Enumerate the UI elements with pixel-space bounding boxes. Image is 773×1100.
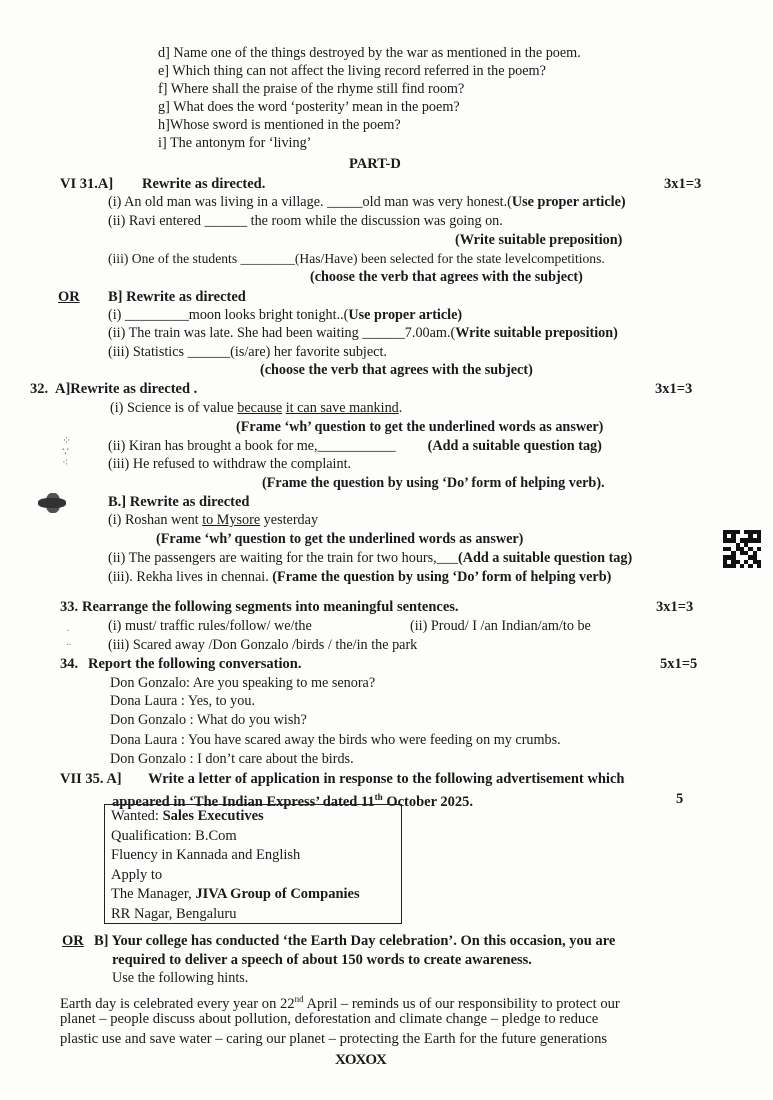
ad-role: Sales Executives xyxy=(162,808,264,824)
q32b-heading: B.] Rewrite as directed xyxy=(108,494,250,510)
q34-heading: Report the following conversation. xyxy=(88,656,302,672)
q32-i-underline-1: because xyxy=(237,400,283,416)
q35-heading-2-text: appeared in ‘The Indian Express’ dated 11 xyxy=(112,793,375,810)
q31-i-instruction: Use proper article) xyxy=(511,194,626,210)
q35-heading-2-tail: October 2025. xyxy=(382,793,474,810)
q31-ii: (ii) Ravi entered ______ the room while the discussion was going on. xyxy=(108,213,503,229)
q32-i-instruction: (Frame ‘wh’ question to get the underlined words as answer) xyxy=(236,419,604,435)
q31b-i-instruction: Use proper article) xyxy=(348,307,463,323)
q33-heading: Rearrange the following segments into meaningful sentences. xyxy=(82,599,459,615)
ad-fluency: Fluency in Kannada and English xyxy=(111,847,301,863)
q31-i xyxy=(108,193,626,211)
q32b-ii xyxy=(108,549,632,567)
q31b-ii-instruction: Write suitable preposition) xyxy=(455,325,618,341)
q31-iii-instruction: (choose the verb that agrees with the subject) xyxy=(310,269,583,285)
hint-line-1-sup: nd xyxy=(294,994,304,1004)
ad-manager-label: The Manager, xyxy=(111,886,196,902)
q32b-ii-text: (ii) The passengers are waiting for the train for two hours,___ xyxy=(108,550,458,566)
q32-ii xyxy=(108,437,602,455)
q32-heading: A]Rewrite as directed . xyxy=(55,381,198,397)
ad-apply: Apply to xyxy=(111,866,163,883)
hint-line-2: planet – people discuss about pollution, deforestation and climate change – pledge to reduce xyxy=(60,1011,599,1027)
q35b-line-1: B] Your college has conducted ‘the Earth Day celebration’. On this occasion, you are xyxy=(94,933,616,949)
q33-number: 33. xyxy=(60,599,79,615)
q31b-i xyxy=(108,306,462,324)
ad-wanted-label: Wanted: xyxy=(111,808,163,824)
hint-line-1-post: April – reminds us of our responsibility to protect our xyxy=(303,995,620,1012)
q35-heading-2-sup: th xyxy=(374,792,383,802)
q33-iii: (iii) Scared away /Don Gonzalo /birds / the/in the park xyxy=(108,637,418,653)
q31-ii-instruction: (Write suitable preposition) xyxy=(455,232,623,248)
q35b-hints-label: Use the following hints. xyxy=(112,970,249,986)
conversation-line: Dona Laura : You have scared away the birds who were feeding on my crumbs. xyxy=(110,732,561,748)
q31b-ii-text: (ii) The train was late. She had been waiting ______7.00am.( xyxy=(108,325,456,341)
q31-number: VI 31.A] xyxy=(60,176,114,192)
end-mark: XOXOX xyxy=(335,1052,386,1068)
conversation-line: Don Gonzalo : What do you wish? xyxy=(110,712,307,728)
q31b-heading: B] Rewrite as directed xyxy=(108,289,246,305)
q35b-line-2: required to deliver a speech of about 150 words to create awareness. xyxy=(112,952,532,968)
q32-iii-instruction: (Frame the question by using ‘Do’ form of helping verb). xyxy=(262,475,605,491)
part-title: PART-D xyxy=(349,156,401,172)
ad-wanted xyxy=(111,807,401,827)
q31b-iii-instruction: (choose the verb that agrees with the subject) xyxy=(260,362,533,378)
q34-marks: 5x1=5 xyxy=(660,656,698,672)
q34-number: 34. xyxy=(60,656,79,672)
poem-question-f: f] Where shall the praise of the rhyme still find room? xyxy=(158,81,465,97)
poem-question-i: i] The antonym for ‘living’ xyxy=(158,135,312,151)
q31-iii: (iii) One of the students ________(Has/Have) been selected for the state levelcompetitions. xyxy=(108,251,605,266)
q31-i-text: (i) An old man was living in a village. _____old man was very honest.( xyxy=(108,194,512,210)
q32-ii-instruction: (Add a suitable question tag) xyxy=(427,438,602,454)
q32-i-post: . xyxy=(398,400,403,416)
q31b-iii: (iii) Statistics ______(is/are) her favorite subject. xyxy=(108,344,387,360)
q32b-i-underline: to Mysore xyxy=(202,512,261,528)
qr-code-icon xyxy=(723,530,761,568)
q32b-iii-text: (iii). Rekha lives in chennai. xyxy=(108,569,273,585)
q32-i xyxy=(110,399,402,417)
q32b-i-pre: (i) Roshan went xyxy=(108,512,203,528)
poem-question-g: g] What does the word ‘posterity’ mean in the poem? xyxy=(158,99,460,115)
q31b-or: OR xyxy=(58,289,80,305)
poem-question-d: d] Name one of the things destroyed by the war as mentioned in the poem. xyxy=(158,45,581,61)
conversation-line: Dona Laura : Yes, to you. xyxy=(110,693,256,709)
q32-i-underline-2: it can save mankind xyxy=(285,400,399,416)
hint-line-3: plastic use and save water – caring our planet – protecting the Earth for the future generations xyxy=(60,1031,608,1047)
q32-i-pre: (i) Science is of value xyxy=(110,400,238,416)
q31b-i-text: (i) _________moon looks bright tonight..( xyxy=(108,307,349,323)
q32-iii: (iii) He refused to withdraw the complaint. xyxy=(108,456,352,472)
poem-question-h: h]Whose sword is mentioned in the poem? xyxy=(158,117,401,133)
advertisement-box xyxy=(104,804,402,924)
q32b-iii-instruction: (Frame the question by using ‘Do’ form of helping verb) xyxy=(272,569,612,585)
q32b-i-post: yesterday xyxy=(260,512,319,528)
q31-marks: 3x1=3 xyxy=(664,176,702,192)
q32-marks: 3x1=3 xyxy=(655,381,693,397)
conversation-line: Don Gonzalo: Are you speaking to me senora? xyxy=(110,675,376,691)
q32b-i xyxy=(108,511,318,529)
q35-heading-1: Write a letter of application in response to the following advertisement which xyxy=(148,771,625,787)
ad-address: RR Nagar, Bengaluru xyxy=(111,905,237,922)
q32-ii-text: (ii) Kiran has brought a book for me,___________ xyxy=(108,438,396,454)
ad-qualification: Qualification: B.Com xyxy=(111,827,237,844)
hint-line-1-pre: Earth day is celebrated every year on 22 xyxy=(60,995,295,1012)
q31b-ii xyxy=(108,324,618,342)
conversation-line: Don Gonzalo : I don’t care about the birds. xyxy=(110,751,354,767)
q35-number: VII 35. A] xyxy=(60,771,122,787)
q32b-i-instruction: (Frame ‘wh’ question to get the underlined words as answer) xyxy=(156,531,524,547)
q33-i: (i) must/ traffic rules/follow/ we/the xyxy=(108,618,312,634)
scan-smudge xyxy=(46,493,60,513)
q33-marks: 3x1=3 xyxy=(656,599,694,615)
poem-question-e: e] Which thing can not affect the living record referred in the poem? xyxy=(158,63,546,79)
q33-ii: (ii) Proud/ I /an Indian/am/to be xyxy=(410,618,591,634)
ad-company: JIVA Group of Companies xyxy=(195,886,360,902)
scan-speckle: ⁘ ∵ ⁖ xyxy=(62,435,72,469)
q31-heading: Rewrite as directed. xyxy=(142,176,266,192)
q35b-or: OR xyxy=(62,933,84,949)
q35-marks: 5 xyxy=(676,791,684,807)
scan-speckle: · .. xyxy=(66,625,72,648)
q32b-ii-instruction: (Add a suitable question tag) xyxy=(458,550,633,566)
q32b-iii xyxy=(108,568,611,586)
q32-number: 32. xyxy=(30,381,49,397)
ad-manager xyxy=(111,885,401,905)
